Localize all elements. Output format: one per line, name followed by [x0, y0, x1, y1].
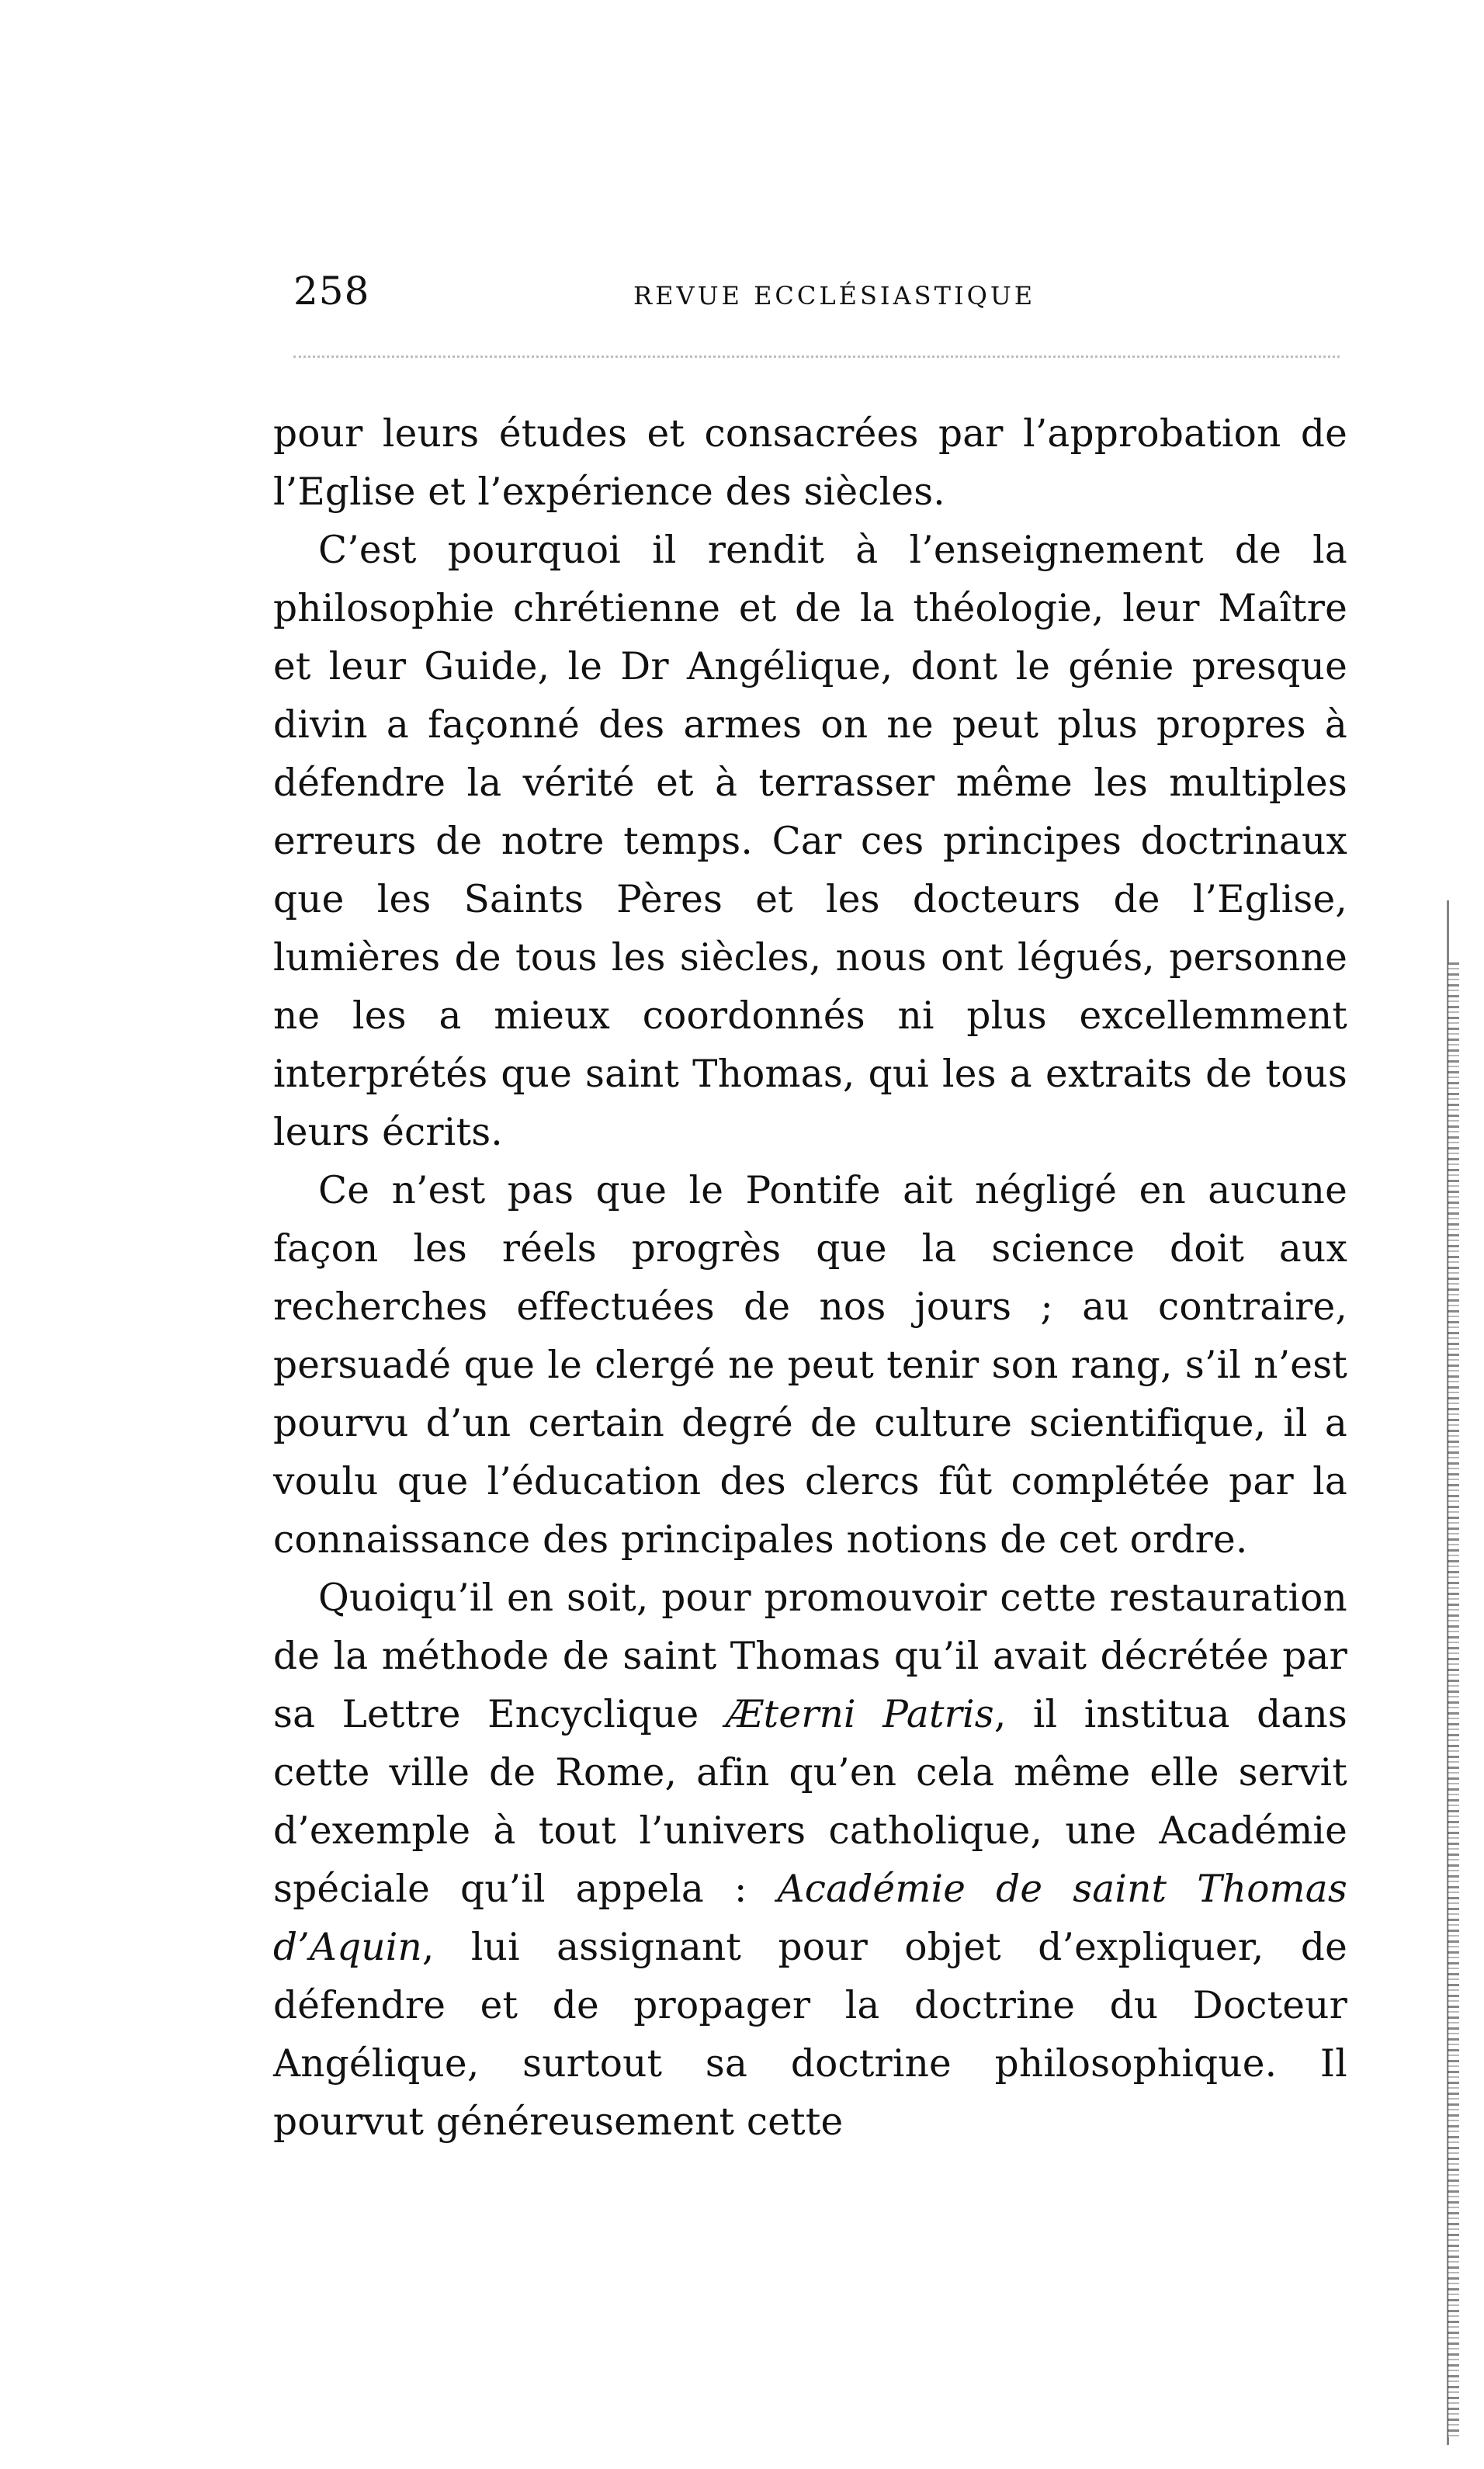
paragraph-text: , il institua dans cette ville de Rome, afin qu’en cela même elle servit d’exemple à tout l’univers catholique, une Académie spéciale qu’il appela :	[273, 1693, 1347, 1911]
journal-title: REVUE ECCLÉSIASTIQUE	[633, 281, 1036, 310]
running-head	[293, 264, 1340, 318]
paragraph-text: , lui assignant pour objet d’expliquer, de défendre et de propager la doctrine du Docteur Angélique, surtout sa doctrine philosophique. Il pourvut généreusement cette	[273, 1926, 1347, 2144]
encyclical-title: Æterni Patris	[725, 1693, 994, 1736]
page-number: 258	[293, 269, 370, 314]
body-text	[273, 405, 1347, 2152]
paragraph: C’est pourquoi il rendit à l’enseignement de la philosophie chrétienne et de la théologie, leur Maître et leur Guide, le Dr Angélique, dont le génie presque divin a façonné des armes on ne peut plus propres à défendre la vérité et à terrasser même les multiples erreurs de notre temps. Car ces principes doctrinaux que les Saints Pères et les docteurs de l’Eglise, lumières de tous les siècles, nous ont légués, personne ne les a mieux coordonnés ni plus excellemment interprétés que saint Thomas, qui les a extraits de tous leurs écrits.	[273, 529, 1347, 1154]
academy-name: Académie de saint Thomas d’Aquin	[273, 1867, 1347, 1969]
paragraph-text: Quoiqu’il en soit, pour promouvoir cette restauration de la méthode de saint Thomas qu’il avait décrétée par sa Lettre Encyclique	[273, 1576, 1347, 1736]
paragraph	[273, 1569, 1347, 2152]
header-rule	[293, 355, 1340, 358]
paragraph: Ce n’est pas que le Pontife ait négligé en aucune façon les réels progrès que la science doit aux recherches effectuées de nos jours ; au contraire, persuadé que le clergé ne peut tenir son rang, s’il n’est pourvu d’un certain degré de culture scientifique, il a voulu que l’éducation des clercs fût complétée par la connaissance des principales notions de cet ordre.	[273, 1169, 1347, 1562]
page-edge-scan-artifact	[1448, 962, 1459, 2437]
paragraph-continuation: pour leurs études et consacrées par l’approbation de l’Eglise et l’expérience des siècles.	[273, 412, 1347, 514]
